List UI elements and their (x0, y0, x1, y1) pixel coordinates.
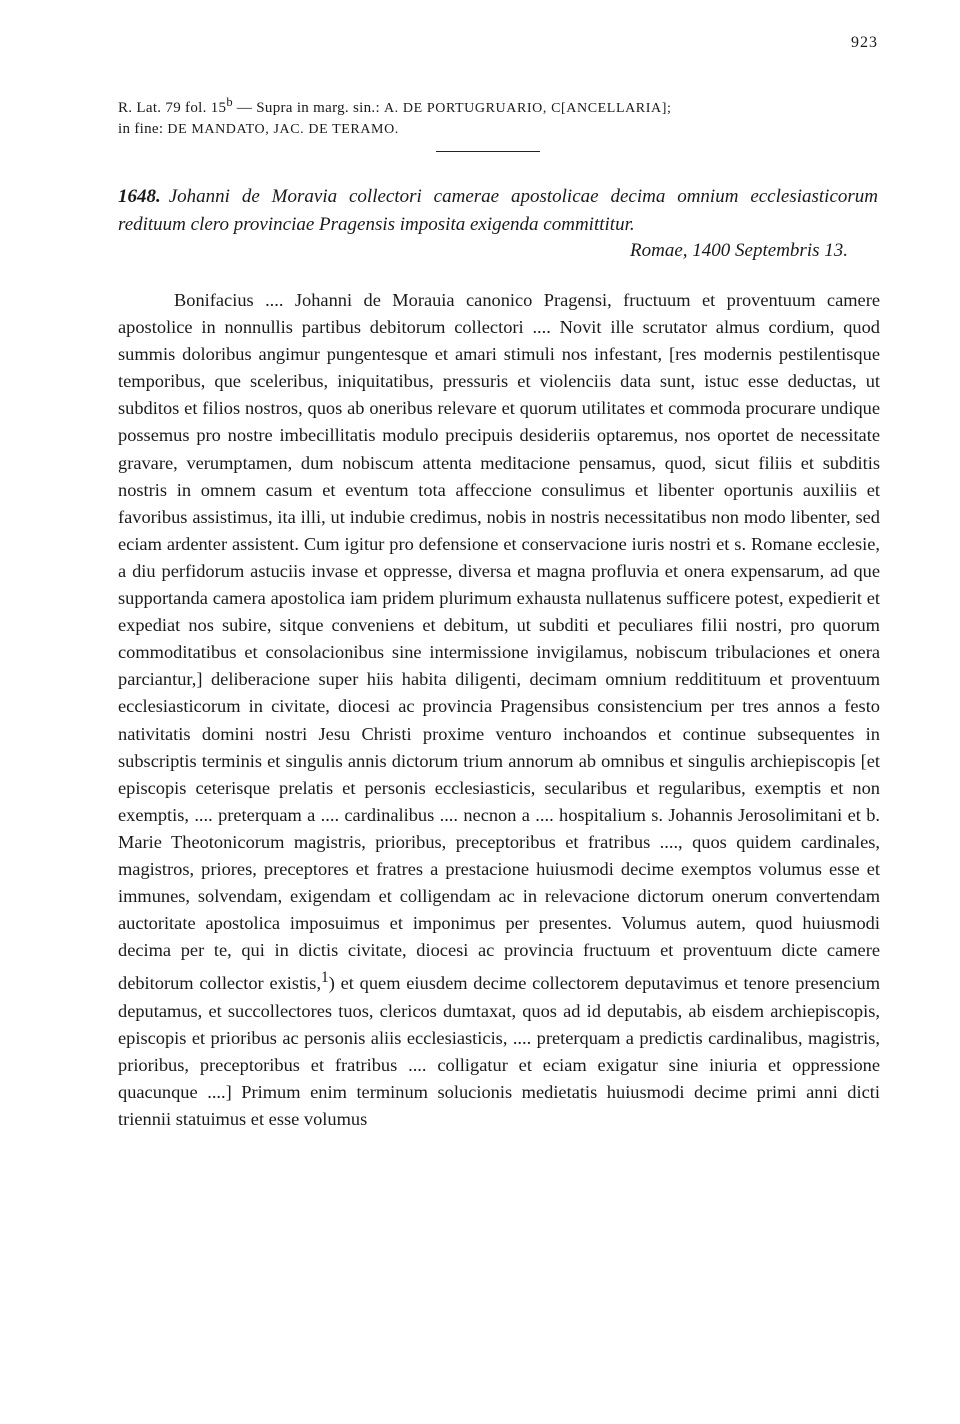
provenance-line-1 (118, 92, 878, 119)
provenance-folio-side: b (226, 95, 233, 109)
body-paragraph (118, 287, 880, 1133)
provenance-end-note: in fine: (118, 121, 168, 137)
provenance-chancery: A. DE PORTUGRUARIO, C[ANCELLARIA]; (383, 101, 672, 116)
section-separator (436, 151, 540, 152)
provenance-mandate: DE MANDATO, JAC. DE TERAMO. (167, 122, 399, 137)
provenance-margin-note: — Supra in marg. sin.: (232, 100, 384, 116)
body-text-part-2: ) et quem eiusdem decime collectorem deputavimus et tenore presencium deputamus, et succollectores tuos, clericos dumtaxat, quos ad id deputabis, ab eisdem archiepiscopis, episcopis et prioribus ac personis aliis ecclesiasticis, .... preterquam a predictis cardinalibus, magistris, prioribus, preceptoribus et fratribus .... colligatur et eciam exigatur sine iniuria et oppressione quacunque ....] Primum enim terminum solucionis medietatis huiusmodi decime primi anni dicti triennii statuimus et esse volumus (118, 973, 880, 1129)
document-number: 1648. (118, 186, 161, 207)
regest-heading (118, 183, 878, 239)
document-body (118, 287, 880, 1133)
provenance-note (118, 92, 878, 140)
body-text-part-1: Bonifacius .... Johanni de Morauia canonico Pragensi, fructuum et proventuum camere apostolice in nonnullis partibus debitorum collectori .... Novit ille scrutator almus cordium, quod summis doloribus angimur pungentesque et amari stimuli nos infestant, [res modernis pestilentisque temporibus, que sceleribus, iniquitatibus, pressuris et violenciis data sunt, istuc esse deductas, ut subditos et filios nostros, quos ab oneribus relevare et quorum utilitates et commoda procurare undique possemus pro nostre imbecillitatis modulo precipuis desideriis optaremus, nos oportet de necessitate gravare, verumptamen, dum nobiscum attenta meditacione pensamus, quod, sicut filiis et subditis nostris in omnem casum et eventum tota affeccione consulimus et libenter oportunis auxiliis et favoribus assistimus, ita illi, ut indubie credimus, nobis in nostris necessitatibus non modo libenter, sed eciam ardenter assistent. Cum igitur pro defensione et conservacione iuris nostri et s. Romane ecclesie, a diu perfidorum astuciis invase et oppresse, diversa et magna profluvia et onera expensarum, ad que supportanda camera apostolica iam pridem plurimum exhausta nullatenus sufficere potest, expedierit et expediat nos subire, sitque conveniens et debitum, ut subditi et peculiares filii nostri, pro quorum commoditatibus et consolacionibus sine intermissione invigilamus, nobiscum tribulaciones et onera parciantur,] deliberacione super hiis habita diligenti, decimam omnium redditituum et proventuum ecclesiasticorum in civitate, diocesi ac provincia Pragensibus consistencium per tres annos a festo nativitatis domini nostri Jesu Christi proxime venturo inchoandos et continue subsequentes in subscriptis terminis et singulis annis dictorum trium annorum ab omnibus et singulis archiepiscopis [et episcopis ceterisque prelatis et personis ecclesiasticis, secularibus et regularibus, exemptis et non exemptis, .... preterquam a .... cardinalibus .... necnon a .... hospitalium s. Johannis Jerosolimitani et b. Marie Theotonicorum magistris, prioribus, preceptoribus et fratribus ...., quos quidem cardinales, magistros, priores, preceptores et fratres a prestacione huiusmodi decime exemptos volumus esse et immunes, solvendam, exigendam et colligendam ac in relevacione dictorum onerum convertendam auctoritate apostolica imposuimus et imponimus per presentes. Volumus autem, quod huiusmodi decima per te, qui in dictis civitate, diocesi ac provincia fructuum et proventuum dicte camere debitorum collector existis, (118, 290, 880, 994)
document-date: Romae, 1400 Septembris 13. (630, 240, 848, 261)
provenance-line-2 (118, 119, 878, 140)
provenance-source: R. Lat. 79 fol. 15 (118, 100, 227, 116)
footnote-mark: 1 (321, 969, 329, 987)
page-number: 923 (851, 34, 878, 51)
regest-summary: Johanni de Moravia collectori camerae apostolicae decima omnium ecclesiasticorum redituum clero provinciae Pragensis imposita exigenda committitur. (118, 186, 878, 235)
